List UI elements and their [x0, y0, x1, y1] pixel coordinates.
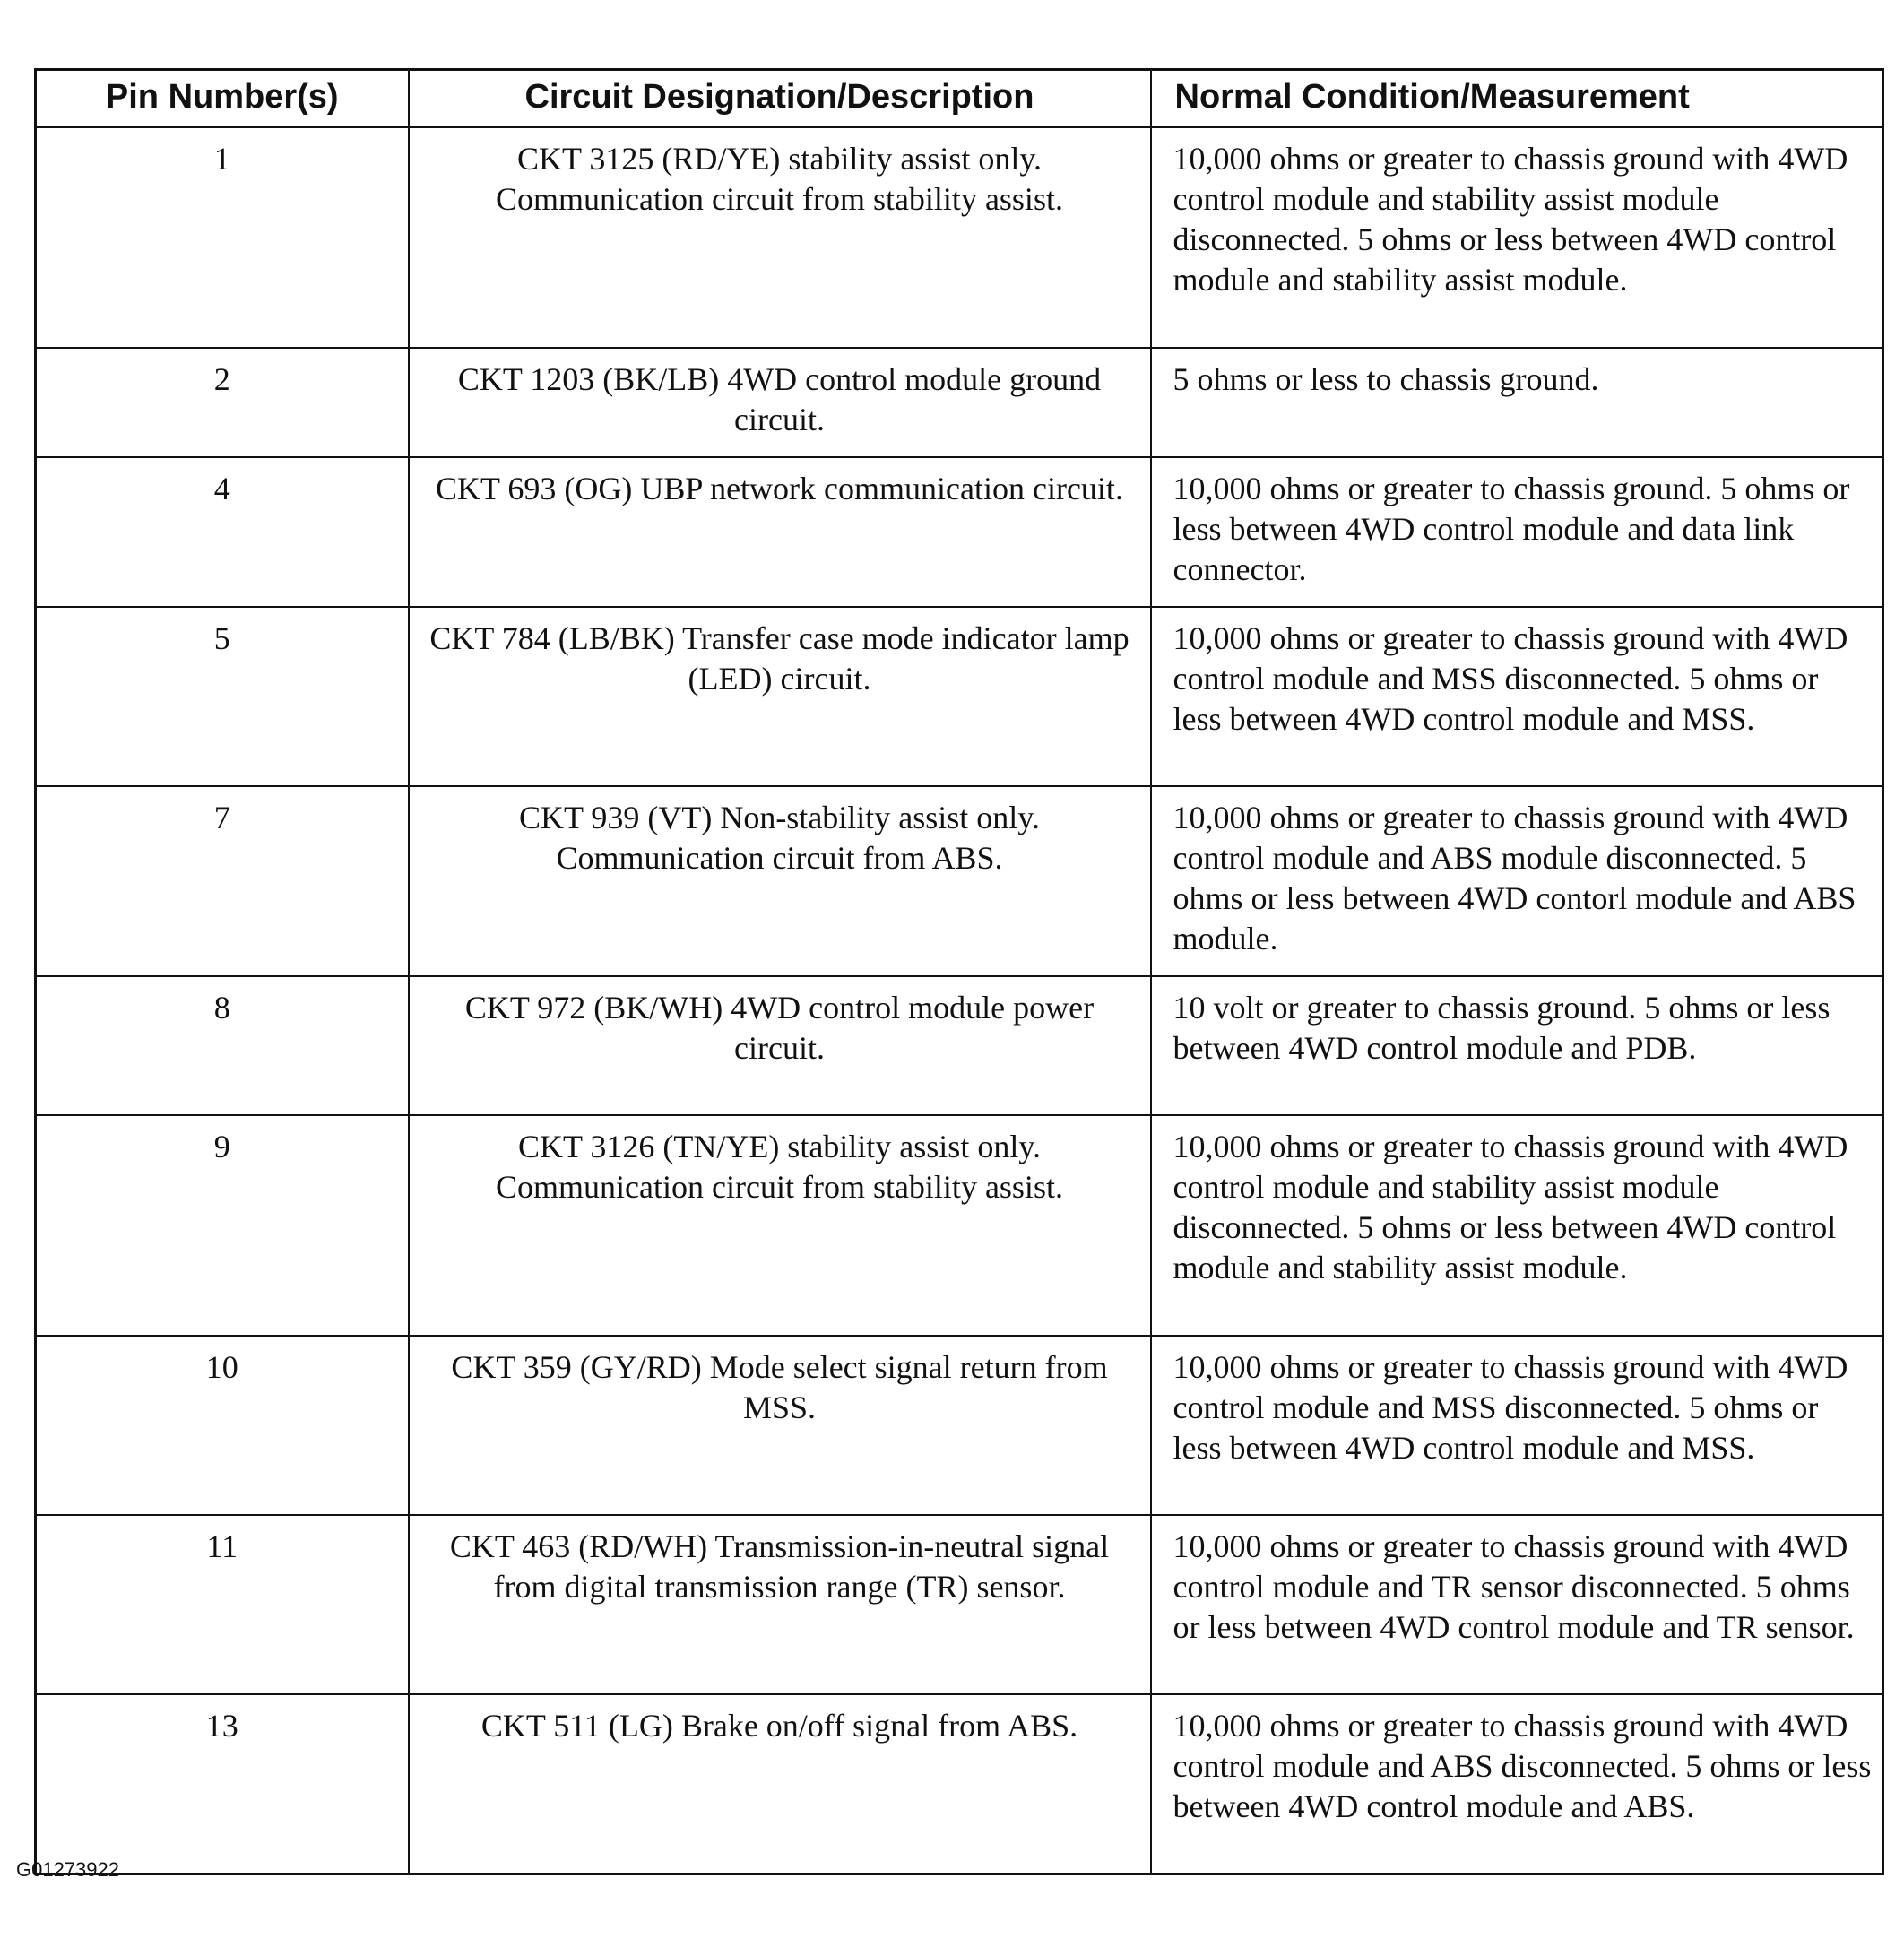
pin-number-cell: 1	[36, 127, 409, 348]
pin-number-cell: 7	[36, 786, 409, 976]
circuit-description-cell: CKT 3125 (RD/YE) stability assist only. Communication circuit from stability assist.	[409, 127, 1151, 348]
circuit-description-cell: CKT 463 (RD/WH) Transmission-in-neutral signal from digital transmission range (TR) sensor.	[409, 1515, 1151, 1694]
pin-number-cell: 13	[36, 1694, 409, 1874]
measurement-cell: 10,000 ohms or greater to chassis ground with 4WD control module and ABS disconnected. 5 ohms or less between 4WD control module and ABS.	[1151, 1694, 1883, 1874]
table-header	[36, 70, 1883, 128]
header-circuit-designation: Circuit Designation/Description	[409, 70, 1151, 128]
table-row	[36, 786, 1883, 976]
table-row	[36, 976, 1883, 1115]
table-row	[36, 1115, 1883, 1336]
table-body	[36, 127, 1883, 1874]
pin-chart-table	[34, 68, 1884, 1875]
measurement-cell: 5 ohms or less to chassis ground.	[1151, 348, 1883, 457]
circuit-description-cell: CKT 3126 (TN/YE) stability assist only. Communication circuit from stability assist.	[409, 1115, 1151, 1336]
pin-number-cell: 10	[36, 1336, 409, 1515]
measurement-cell: 10,000 ohms or greater to chassis ground with 4WD control module and MSS disconnected. 5 ohms or less between 4WD control module and MSS.	[1151, 607, 1883, 786]
table-row	[36, 1694, 1883, 1874]
table-row	[36, 127, 1883, 348]
table-row	[36, 348, 1883, 457]
circuit-description-cell: CKT 1203 (BK/LB) 4WD control module ground circuit.	[409, 348, 1151, 457]
circuit-description-cell: CKT 359 (GY/RD) Mode select signal return from MSS.	[409, 1336, 1151, 1515]
measurement-cell: 10 volt or greater to chassis ground. 5 ohms or less between 4WD control module and PDB.	[1151, 976, 1883, 1115]
table-row	[36, 607, 1883, 786]
measurement-cell: 10,000 ohms or greater to chassis ground with 4WD control module and stability assist module disconnected. 5 ohms or less between 4WD control module and stability assist module.	[1151, 127, 1883, 348]
header-pin-numbers: Pin Number(s)	[36, 70, 409, 128]
circuit-description-cell: CKT 693 (OG) UBP network communication circuit.	[409, 457, 1151, 607]
measurement-cell: 10,000 ohms or greater to chassis ground with 4WD control module and ABS module disconnected. 5 ohms or less between 4WD contorl module and ABS module.	[1151, 786, 1883, 976]
pin-number-cell: 8	[36, 976, 409, 1115]
pin-number-cell: 11	[36, 1515, 409, 1694]
pin-number-cell: 2	[36, 348, 409, 457]
table-row	[36, 457, 1883, 607]
circuit-description-cell: CKT 784 (LB/BK) Transfer case mode indicator lamp (LED) circuit.	[409, 607, 1151, 786]
figure-id-label: G01273922	[16, 1858, 119, 1881]
measurement-cell: 10,000 ohms or greater to chassis ground with 4WD control module and TR sensor disconnected. 5 ohms or less between 4WD control module and TR sensor.	[1151, 1515, 1883, 1694]
circuit-description-cell: CKT 939 (VT) Non-stability assist only. Communication circuit from ABS.	[409, 786, 1151, 976]
measurement-cell: 10,000 ohms or greater to chassis ground. 5 ohms or less between 4WD control module and data link connector.	[1151, 457, 1883, 607]
measurement-cell: 10,000 ohms or greater to chassis ground with 4WD control module and stability assist module disconnected. 5 ohms or less between 4WD control module and stability assist module.	[1151, 1115, 1883, 1336]
measurement-cell: 10,000 ohms or greater to chassis ground with 4WD control module and MSS disconnected. 5 ohms or less between 4WD control module and MSS.	[1151, 1336, 1883, 1515]
circuit-description-cell: CKT 972 (BK/WH) 4WD control module power circuit.	[409, 976, 1151, 1115]
header-row	[36, 70, 1883, 128]
pin-number-cell: 4	[36, 457, 409, 607]
pin-number-cell: 9	[36, 1115, 409, 1336]
table-row	[36, 1515, 1883, 1694]
table-row	[36, 1336, 1883, 1515]
pin-number-cell: 5	[36, 607, 409, 786]
header-normal-condition: Normal Condition/Measurement	[1151, 70, 1883, 128]
circuit-description-cell: CKT 511 (LG) Brake on/off signal from ABS.	[409, 1694, 1151, 1874]
